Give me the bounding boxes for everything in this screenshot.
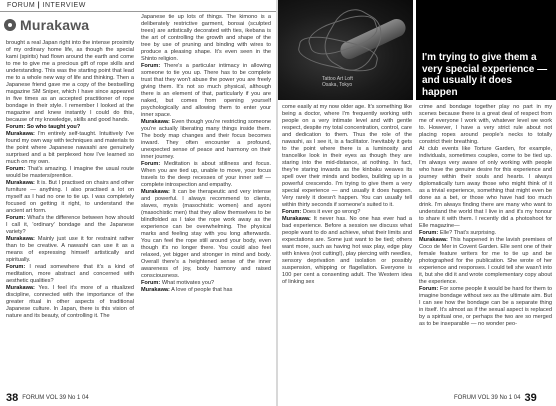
col1-para: Murakawa: Mainly just use it for restraint rather than to be creative. A nawashi can use it as a means of expressing himself artistically and spiritually. [6,236,134,263]
col1-para: Forum: So who taught you? [6,124,81,130]
page-number-right: 39 [524,392,537,404]
col1-para: Murakawa: It is. But I practised on chairs and other furniture — anything. I also practised a lot on myself as I had no one to tie up. I was completely focused on getting it right, to understand the ancient art form. [6,180,134,214]
footer-left [6,392,89,404]
artist-name: Murakawa [20,17,90,33]
column-2 [141,14,271,380]
col2-para: Japanese tie up lots of things. The kimono is a deliberately restrictive garment, bonsai (sculpted trees) are artistically decorated with ties, ikebana is the art of controlling the growth and shape of the tree by use of pruning and binding with wires to produce a pleasing shape. It's even seen in the Shinto religion. [141,14,271,62]
col4-para: crime and bondage together play no part in my scenes because there is a great deal of respect from me of everyone I work with, whatever level we work to. However, I have a very strict rule about not placing ropes around people's necks to totally constrict their breathing. [419,104,552,145]
col1-para: Forum: What's the difference between how should I call it, 'ordinary' bondage and the Japanese variety? [6,215,134,235]
page-number-left: 38 [6,392,19,404]
section-header [0,0,276,12]
col2-para: Forum: What motivates you? [141,280,215,286]
pull-quote: I'm trying to give them a very special experience — and usually it does happen [416,0,556,100]
footer-label-right: FORUM VOL 39 No 1 04 [454,395,521,401]
col1-para: brought a real Japan right into the intense proximity of my ordinary home life, as though the special kami (spirits) had flown around the earth and come to me to give me a precious gift of rope skills and understanding. This was the starting point that lead me to a whole new way of life and thinking. Then a Japanese friend gave me a copy of the bestselling magazine SM Sniper, which I have since appeared in five times as an accepted practitioner of rope bondage in their style. I remember I looked at the magazine and knew instantly I could do this, because of my knowledge, skills and good hands. [6,40,134,123]
col4-para: Forum: Elle? That's surprising. [419,230,497,236]
col3-para: Forum: Does it ever go wrong? [282,209,361,215]
photo-caption-line: Osaka, Tokyo [322,82,353,88]
col4-para: Forum: For some people it would be hard for them to imagine bondage without sex as the ultimate aim. But I can see how the bondage can be a separate thing in itself. It's almost as if the sexual aspect is replaced by a spiritual one, or perhaps the two are so merged as to be inseparable — no wonder peo- [419,286,552,327]
col4-para: Murakawa: This happened in the lavish premises of Coco de Mer in Covent Garden. Elle sent one of their female feature writers for me to tie up and be photographed for the publication. She wrote of her experience and responses. I could tell she wasn't into it, but she did it and wrote complementary copy about the experience. [419,237,552,285]
col1-para: Murakawa: I'm entirely self-taught. Intuitively I've found my own way with techniques and materials to the point where Japanese nawashi are genuinely surprised and a bit perplexed how I've learned so much on my own. [6,131,134,165]
photo-rope [316,2,389,79]
column-1 [6,40,134,380]
column-4 [419,104,552,386]
col2-para: Murakawa: Even though you're restricting someone you're actually liberating many things inside them. The body map changes and their focus becomes inward. They often encounter a profound, unexpected sense of peace and harmony on their inner journey. [141,119,271,160]
photo-caption [322,76,353,88]
section-label: FORUM [7,2,36,9]
col2-para: Murakawa: A love of people that has [141,287,233,293]
col4-para: At club events like Torture Garden, for example, individuals, sometimes couples, come to be tied up. I'm always very aware of only working with people who have the genuine desire for this experience and journey within their souls and hearts. I always diplomatically turn away those who might think of it as a trivial experience, something that might even be done as a bet, or those who have had too much drink. I'm always finding there are many who want to understand the world that I live in and it's my honour to share it with them. I recently did a photoshoot for Elle magazine— [419,146,552,229]
subsection-label: INTERVIEW [42,2,86,9]
col1-para: Murakawa: Yes. I feel it's more of a ritualized discipline, connected with the importance of the greater ritual in other aspects of traditional Japanese culture. In Japan, there is this vision of nature and its beauty, of controlling it. The [6,285,134,319]
photo-caption-line: Tattoo Art Loft [322,76,353,82]
footer-label-left: FORUM VOL 39 No 1 04 [22,395,89,401]
footer-right [454,392,537,404]
col3-para: Murakawa: It never has. No one has ever had a bad experience. Before a session we discuss what people want to do and achieve, what their limits and expectations are. Some just want to be tied; others want more, such as having hot wax play, edge play with knives (not cutting!), play piercing with needles, sensory deprivation and isolation or possibly suspension, whipping or flagellation. Everyone is 100 per cent a consenting adult. The Western idea of linking sex [282,216,412,285]
bullet-icon [4,19,16,31]
col2-para: Forum: There's a particular intimacy in allowing someone to tie you up. There has to be complete trust that they won't abuse the power you are freely giving them. It's not so much physical, although there is an element of that, particularly if you are naked, but comes from opening yourself psychologically and allowing them to enter your inner space. [141,63,271,118]
col2-para: Murakawa: It can be therapeutic and very intense and powerful. I always recommend to clients, slaves, mysis (masochistic women) and ayoni (masochistic men) that they allow themselves to be blindfolded as I take the rope work away as the experience can be overwhelming. The physical marks and feeling stay with you long afterwards. You can feel the rope still around your body, even though it's no longer there. You could also feel relaxed, yet bigger and stronger in mind and body. Overall there's a heightened sense of the inner awareness of joy, body harmony and raised consciousness. [141,189,271,279]
col1-para: Forum: That's amazing. I imagine the usual route would be masters/prentice. [6,166,134,179]
column-3 [282,104,412,386]
col1-para: Forum: I read somewhere that it's a kind of meditation, more abstract and concerned with aesthetic qualities? [6,264,134,284]
col3-para: come easily at my now older age. It's something like being a doctor, where I'm frequently working with people on a very intimate level and with gentle respect, despite my total concentration, control, care and dedication to them. Thus the role of the nawashi, as I see it, is a facilitator. Inevitably it gets to the point where there is a luminosity and trancelike look in their eyes as though they are staring into the mid-distance, at nothing. In fact, they're staring inwards as the kinbaku weaves its spell over their minds and bodies, building up in a powerful crescendo. I'm trying to give them a very special experience — and usually it does happen. Very rarely it doesn't happen. You can usually tell within thirty seconds if someone's suited to it. [282,104,412,208]
section-separator: | [37,2,43,9]
col2-para: Forum: Meditation is about stillness and focus. When you are tied up, unable to move, your focus travels to the deep recesses of your inner self — complete introspection and empathy. [141,161,271,188]
artist-heading [4,14,89,36]
